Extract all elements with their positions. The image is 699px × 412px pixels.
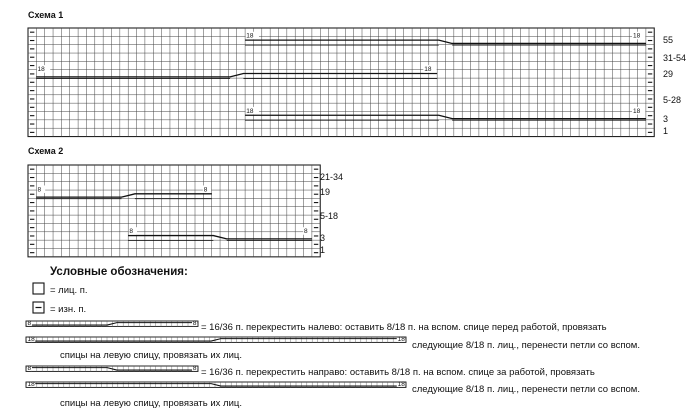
- scheme1-row-label-31-54: 31-54: [663, 53, 687, 63]
- scheme2-grid-border: [28, 165, 320, 257]
- scheme2-cable-number: 8: [203, 186, 208, 194]
- legend-cross-right-8-number: 8: [27, 364, 32, 372]
- scheme1-cable-number: 18: [632, 32, 641, 40]
- cross-right-line1: = 16/36 п. перекрестить направо: оставить 8/18 п. на вспом. спице за работой, провязать: [201, 367, 595, 378]
- legend-knit-symbol: [33, 283, 44, 294]
- scheme2-row-label-3: 3: [320, 233, 326, 243]
- scheme2-cable-number: 8: [37, 186, 42, 194]
- legend-cross-right-18-number: 18: [397, 380, 405, 388]
- scheme1-row-label-55: 55: [663, 35, 674, 45]
- scheme1-cable-number: 18: [37, 66, 45, 74]
- scheme1-row-label-29: 29: [663, 69, 674, 79]
- scheme1-cable-number: 18: [632, 107, 641, 115]
- legend-cross-left-18-number: 18: [27, 335, 35, 343]
- legend-cross-right-8: [26, 365, 198, 372]
- legend-cross-right-18-number: 18: [27, 380, 35, 388]
- scheme2-chart: [28, 165, 320, 257]
- legend-title: Условные обозначения:: [50, 266, 188, 278]
- legend-purl-text: = изн. п.: [50, 304, 87, 315]
- scheme2-row-label-5-18: 5-18: [320, 211, 339, 221]
- scheme1-cable-number: 18: [246, 107, 254, 115]
- scheme1-chart: [28, 28, 654, 137]
- cross-left-line1: = 16/36 п. перекрестить налево: оставить 8/18 п. на вспом. спице перед работой, провязать: [201, 322, 607, 333]
- scheme2-title: Схема 2: [28, 146, 64, 156]
- cross-right-line2: следующие 8/18 п. лиц., перенести петли со вспом.: [412, 384, 640, 395]
- scheme1-row-label-5-28: 5-28: [663, 95, 682, 105]
- legend-cross-left-18: [26, 336, 406, 343]
- scheme1-row-label-3: 3: [663, 114, 669, 124]
- scheme1-cable-number: 18: [424, 66, 432, 74]
- cross-left-line3: спицы на левую спицу, провязать их лиц.: [60, 350, 242, 361]
- cross-right-line3: спицы на левую спицу, провязать их лиц.: [60, 398, 242, 409]
- scheme2-cable-number: 8: [129, 228, 134, 236]
- legend-cross-left-8: [26, 320, 198, 327]
- legend-cross-right-8-number: 8: [192, 364, 197, 372]
- scheme2-row-label-19: 19: [320, 187, 331, 197]
- legend-cross-left-8-number: 8: [27, 319, 32, 327]
- cross-left-line2: следующие 8/18 п. лиц., перенести петли со вспом.: [412, 340, 640, 351]
- scheme1-row-label-1: 1: [663, 126, 669, 136]
- legend-cross-left-8-number: 8: [192, 319, 197, 327]
- legend-cross-right-18: [26, 381, 406, 388]
- scheme2-row-label-1: 1: [320, 245, 326, 255]
- scheme2-row-label-21-34: 21-34: [320, 172, 344, 182]
- scheme1-title: Схема 1: [28, 10, 64, 20]
- scheme1-cable-number: 18: [246, 32, 254, 40]
- scheme2-cable-number: 8: [303, 228, 308, 236]
- legend-knit-text: = лиц. п.: [50, 285, 88, 296]
- legend-cross-left-18-number: 18: [397, 335, 405, 343]
